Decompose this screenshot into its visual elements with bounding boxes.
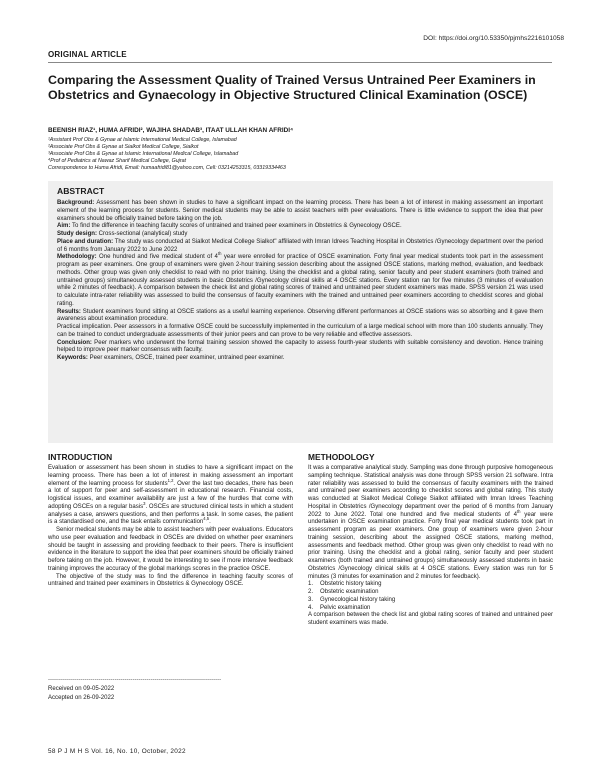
introduction-paragraph-2: Senior medical students may be able to assist teachers with peer evaluations. Educators who use peer evaluation and feedback in OSCEs are divided on whether peer examiners should be taught in assessing and providing feedback to their peers. There is insufficient evidence in the literature to support the idea that peer examiners should be officially trained before taking on the job. However, it would be interesting to see if more intensive feedback training improves the accuracy of the global markings scores in the practice OSCE. bbox=[48, 527, 293, 572]
abstract-keywords bbox=[57, 355, 543, 363]
received-date: Received on 09-05-2022 bbox=[48, 686, 115, 693]
keywords-label: Keywords: bbox=[57, 355, 88, 362]
background-label: Background: bbox=[57, 200, 95, 206]
abstract-place bbox=[57, 239, 543, 255]
correspondence: Correspondence to Huma Afridi, Email: humaafridi81@yahoo.com, Cell: 03214253315, 03319334463 bbox=[48, 165, 286, 171]
abstract-body bbox=[57, 200, 543, 363]
list-text: Pelvic examination bbox=[320, 604, 371, 611]
list-text: Obstetric examination bbox=[320, 589, 379, 596]
results-text: Student examiners found sitting at OSCE stations as a useful learning experience. Observing different performances at OSCE stations was so absorbing and it gave them awareness about examination procedure. bbox=[57, 308, 543, 323]
affiliation-4: ⁴Prof of Pediatrics at Nawaz Sharif Medical College, Gujrat bbox=[48, 158, 187, 164]
introduction-paragraph-1 bbox=[48, 465, 293, 527]
abstract-design bbox=[57, 231, 543, 239]
abstract-background bbox=[57, 200, 543, 223]
methodology-text-b: year were enrolled for practice of OSCE examination. Forty final year medical students took part in the assessment program as peer examiners. One group of examiners were given 2-hour training session describing about the assigned OSCE stations, marking method, evaluation, and feedback methods. Other group was given only checklist to read with no prior training. Using the checklist and a global rating, senior faculty and peer student examiners (both trained and untrained groups) simultaneously assessed students in basic Obstetrics /Gynecology clinical skills at 4 OSCE stations. Every station ran for five minutes (3 minutes of evaluation while 2 minutes of feedback). A comparison between the check list and global rating scores of trained and untrained peer student examiners was made. SPSS version 21 was used to calculate intra-rater reliability was assessed to build the consensus of faculty examiners with the trained and untrained peer examiners according to checklist scores and global rating. bbox=[57, 254, 543, 307]
abstract-results bbox=[57, 309, 543, 325]
section-label: ORIGINAL ARTICLE bbox=[48, 50, 127, 59]
osce-station-list bbox=[308, 581, 553, 612]
affiliation-3: ³Associate Prof Obs & Gynae at Islamic International Medical College, Islamabad bbox=[48, 151, 239, 157]
method-p1-b: year were undertaken in OSCE examination practice. Forty final year medical students took part in assessment program as peer examiners. One group of examiners were given 2-hour training session, describing about the assigned OSCE stations, marking method, assessments and feedback method. Other group was given only checklist to read with no prior training. Using the checklist and a global rating, senior faculty and peer student examiners (both trained and untrained groups) simultaneously assessed students in basic Obstetrics /Gynecology clinical skills at 4 OSCE stations. Every station was run for 5 minutes (3 minutes for examination and 2 minutes for feedback). bbox=[308, 511, 553, 580]
methodology-paragraph-2: A comparison between the check list and global rating scores of trained and untrained peer student examiners was made. bbox=[308, 612, 553, 627]
accepted-date: Accepted on 26-09-2022 bbox=[48, 695, 115, 702]
intro-p1-d: . bbox=[209, 519, 211, 526]
abstract-methodology bbox=[57, 251, 543, 308]
methodology-paragraph-1 bbox=[308, 465, 553, 581]
abstract-aim bbox=[57, 223, 543, 231]
results-label: Results: bbox=[57, 308, 81, 315]
methodology-label: Methodology: bbox=[57, 254, 97, 261]
author-list: BEENISH RIAZ¹, HUMA AFRIDI², WAJIHA SHADAB³, ITAAT ULLAH KHAN AFRIDI⁴ bbox=[48, 127, 294, 134]
methodology-body bbox=[308, 465, 553, 628]
conclusion-text: Peer markers who underwent the formal training session showed the capacity to assess fourth-year students with suitable consistency and devotion. Hence training helped to improve peer marker consensus with faculty. bbox=[57, 339, 543, 354]
list-item bbox=[308, 605, 553, 613]
page-footer: 58 P J M H S Vol. 16, No. 10, October, 2022 bbox=[48, 748, 186, 755]
introduction-heading: INTRODUCTION bbox=[48, 452, 113, 462]
aim-text: To find the difference in teaching faculty scores of untrained and trained peer examiners in Obstetrics & Gynecology OSCE. bbox=[72, 223, 402, 230]
intro-ref-3: 4,5 bbox=[203, 516, 210, 522]
abstract-heading: ABSTRACT bbox=[57, 186, 105, 196]
design-text: Cross-sectional (analytical) study bbox=[98, 231, 188, 237]
list-number: 1. bbox=[308, 581, 314, 588]
aim-label: Aim: bbox=[57, 223, 71, 230]
list-item bbox=[308, 597, 553, 605]
design-label: Study design: bbox=[57, 231, 97, 237]
header-rule bbox=[48, 62, 552, 63]
intro-ref-2: 3 bbox=[143, 500, 146, 506]
intro-p1-a: Evaluation or assessment has been shown in studies to have a significant impact on the learning process. There has been a lot of interest in making assessment an important element of the learning process for students bbox=[48, 465, 293, 487]
abstract-conclusion bbox=[57, 340, 543, 356]
method-p1-a: It was a comparative analytical study. Sampling was done through purposive homogeneous sampling technique. Statistical analysis was done through SPSS version 21 software. Intra rater reliability was assessed to build the consensus of faculty examiners with the trained and untrained peer examiners according to checklist scores and global rating. This study was conducted at Sialkot Medical College Sialkot affiliated with Imran Idrees Teaching Hospital in Obstetrics /Gynecology department over the period of 6 months from January 2022 to June 2022. Total one hundred and five medical students of 4 bbox=[308, 465, 553, 518]
keywords-text: Peer examiners, OSCE, trained peer examiner, untrained peer examiner. bbox=[89, 355, 285, 362]
doi-link[interactable]: DOI: https://doi.org/10.53350/pjmhs2216101058 bbox=[423, 35, 564, 42]
affiliation-1: ¹Assistant Prof Obs & Gynae at Islamic International Medical College, Islamabad bbox=[48, 137, 237, 143]
intro-p1-b: . Over the last two decades, there has been a lot of support for peer and self-assessment in educational research. Financial costs, logistical issues, and examiner availability are just a few of the hurdles that come with adopting OSCEs on a regular basis bbox=[48, 480, 293, 510]
list-number: 3. bbox=[308, 596, 314, 603]
dates-divider: -------------------------------------------------------------------------------------- bbox=[48, 677, 222, 683]
intro-p1-c: . OSCEs are structured clinical tests in which a student analyses a case, answers questions, and then performs a task. In some cases, the patient is a standardised one, and the task entails communication bbox=[48, 503, 294, 526]
list-number: 2. bbox=[308, 589, 314, 596]
affiliation-2: ²Associate Prof Obs & Gynae at Sialkot Medical College, Sialkot bbox=[48, 144, 199, 150]
introduction-paragraph-3: The objective of the study was to find the difference in teaching faculty scores of untrained and trained peer examiners in Obstetrics & Gynecology OSCE. bbox=[48, 573, 293, 588]
background-text: Assessment has been shown in studies to have a significant impact on the learning process. There has been a lot of interest in making assessment an important element of the learning process for students. Senior medical students may be able to assist teachers with peer evaluations. There is little evidence to support the idea that peer examiners should be officially trained before taking on the job. bbox=[57, 200, 543, 222]
abstract-practical: Practical implication. Peer assessors in a formative OSCE could be successfully implemented in the curriculum of a large medical school with more than 100 students annually. They can be trained to conduct undergraduate assessments of their junior peers and can prove to be very reliable and effective assessors. bbox=[57, 324, 543, 338]
place-text: The study was conducted at Sialkot Medical College Sialkot" affiliated with Imran Idrees Teaching Hospital in Obstetrics /Gynecology department over the period of 6 months from January 2022 to June 2022 bbox=[57, 238, 543, 253]
methodology-sup: th bbox=[217, 251, 222, 257]
list-item bbox=[308, 581, 553, 589]
introduction-body bbox=[48, 465, 293, 589]
list-text: Obstetric history taking bbox=[320, 581, 382, 588]
place-label: Place and duration: bbox=[57, 238, 114, 245]
intro-ref-1: 1,2 bbox=[167, 477, 174, 483]
article-dates bbox=[48, 676, 293, 704]
methodology-heading: METHODOLOGY bbox=[308, 452, 375, 462]
methodology-text-a: One hundred and five medical student of 4 bbox=[99, 254, 218, 261]
conclusion-label: Conclusion: bbox=[57, 339, 92, 346]
article-title: Comparing the Assessment Quality of Trained Versus Untrained Peer Examiners in Obstetrics and Gynaecology in Objective Structured Clinical Examination (OSCE) bbox=[48, 73, 536, 102]
list-text: Gynecological history taking bbox=[320, 596, 396, 603]
method-sup: th bbox=[517, 508, 521, 514]
list-item bbox=[308, 589, 553, 597]
list-number: 4. bbox=[308, 604, 314, 611]
